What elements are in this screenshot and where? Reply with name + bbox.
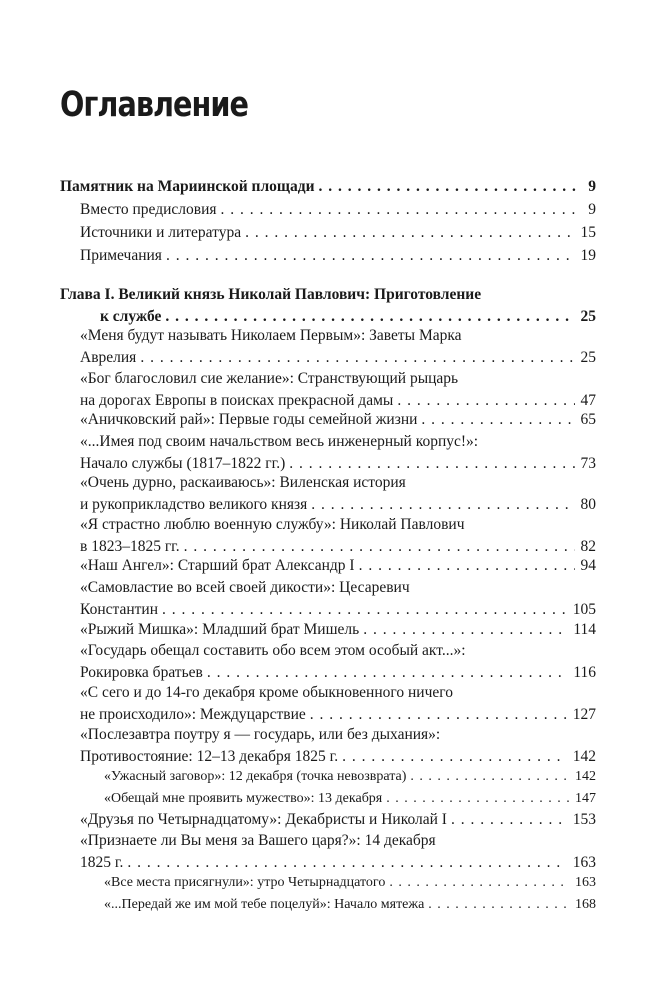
leader-dots: [386, 788, 569, 810]
toc-entry: [80, 222, 596, 244]
toc-page-number: 142: [572, 748, 596, 765]
toc-page-number: 114: [573, 621, 596, 638]
toc-entry-title: «Друзья по Четырнадцатому»: Декабристы и Николай I: [80, 811, 447, 828]
toc-page-number: 65: [580, 411, 596, 428]
toc-entry: [80, 472, 596, 516]
toc-entry: [80, 619, 596, 641]
toc-page-number: 25: [580, 308, 596, 325]
leader-dots: [359, 555, 575, 577]
toc-page-number: 105: [572, 601, 596, 618]
toc-entry-title-line: Начало службы (1817–1822 гг.): [80, 455, 286, 472]
toc-page-number: 9: [588, 201, 596, 218]
toc-page-number: 47: [580, 392, 596, 409]
toc-subsection-entry: [104, 766, 596, 788]
toc-entry-title-line: и рукоприкладство великого князя: [80, 496, 308, 513]
toc-entry-title-line: Аврелия: [80, 349, 137, 366]
leader-dots: [410, 766, 569, 788]
toc-page-number: 147: [575, 791, 596, 806]
toc-page-number: 168: [575, 897, 596, 912]
toc-entry: [80, 577, 596, 621]
leader-dots: [166, 245, 575, 267]
toc-entry-title-line: «Меня будут называть Николаем Первым»: Заветы Марка: [80, 327, 462, 344]
toc-page-number: 116: [573, 664, 596, 681]
toc-entry-title-line: «Государь обещал составить обо всем этом особый акт...»:: [80, 642, 466, 659]
toc-page-number: 163: [575, 875, 596, 890]
toc-subsection-entry: [104, 894, 596, 916]
leader-dots: [342, 746, 567, 768]
toc-entry-title-line: «Послезавтра поутру я — государь, или без дыхания»:: [80, 726, 441, 743]
leader-dots: [127, 852, 566, 874]
toc-entry: [80, 368, 596, 412]
toc-page-number: 9: [588, 178, 596, 195]
toc-entry: [80, 199, 596, 221]
toc-entry-title-line: не происходило»: Междуцарствие: [80, 706, 306, 723]
toc-entry-title-line: 1825 г.: [80, 854, 124, 871]
toc-entry-title-line: «С сего и до 14-го декабря кроме обыкновенного ничего: [80, 684, 453, 701]
toc-page-number: 19: [580, 247, 596, 264]
toc-subsection-entry: [104, 788, 596, 810]
toc-entry: [80, 809, 596, 831]
toc-entry-title-line: «Признаете ли Вы меня за Вашего царя?»: 14 декабря: [80, 832, 436, 849]
toc-entry: [80, 724, 596, 768]
leader-dots: [363, 619, 567, 641]
toc-entry: [80, 682, 596, 726]
leader-dots: [207, 662, 567, 684]
toc-entry-title-line: «Бог благословил сие желание»: Странствующий рыцарь: [80, 370, 459, 387]
leader-dots: [319, 176, 583, 198]
toc-entry-title: Источники и литература: [80, 224, 242, 241]
toc-entry-title-line: «Самовластие во всей своей дикости»: Цесаревич: [80, 579, 410, 596]
toc-entry-title-line: на дорогах Европы в поисках прекрасной дамы: [80, 392, 394, 409]
toc-entry-title: «Обещай мне проявить мужество»: 13 декабря: [104, 791, 383, 806]
toc-entry-title-line: Противостояние: 12–13 декабря 1825 г.: [80, 748, 339, 765]
toc-entry-title: «Наш Ангел»: Старший брат Александр I: [80, 557, 355, 574]
leader-dots: [245, 222, 574, 244]
toc-entry-title: «Ужасный заговор»: 12 декабря (точка невозврата): [104, 769, 407, 784]
toc-entry-title: «Рыжий Мишка»: Младший брат Мишель: [80, 621, 360, 638]
leader-dots: [221, 199, 583, 221]
toc-entry: [80, 830, 596, 874]
leader-dots: [421, 409, 574, 431]
toc-entry-title-line: Рокировка братьев: [80, 664, 203, 681]
toc-entry: [80, 514, 596, 558]
toc-page-number: 73: [580, 455, 596, 472]
toc-entry: [60, 176, 596, 198]
toc-entry-title-line: «...Имея под своим начальством весь инженерный корпус!»:: [80, 433, 479, 450]
toc-page-number: 127: [572, 706, 596, 723]
toc-entry-title: «Все места присягнули»: утро Четырнадцатого: [104, 875, 386, 890]
toc-page-number: 15: [580, 224, 596, 241]
toc-entry-title: Вместо предисловия: [80, 201, 217, 218]
toc-entry: [80, 640, 596, 684]
toc-entry: [80, 409, 596, 431]
toc-page-number: 82: [580, 538, 596, 555]
toc-entry: [80, 325, 596, 369]
leader-dots: [311, 494, 574, 516]
toc-entry-title: «Аничковский рай»: Первые годы семейной жизни: [80, 411, 418, 428]
leader-dots: [451, 809, 567, 831]
toc-page-number: 142: [575, 769, 596, 784]
leader-dots: [140, 347, 574, 369]
page-title: Оглавление: [60, 85, 248, 125]
toc-entry-title-line: Константин: [80, 601, 158, 618]
leader-dots: [310, 704, 567, 726]
toc-entry-title: Памятник на Мариинской площади: [60, 178, 315, 195]
toc-subsection-entry: [104, 872, 596, 894]
toc-entry: [80, 245, 596, 267]
toc-chapter-entry: [60, 284, 596, 328]
leader-dots: [162, 599, 567, 621]
toc-entry-title-line: Глава I. Великий князь Николай Павлович: Приготовление: [60, 286, 482, 303]
toc-entry-title-line: в 1823–1825 гг.: [80, 538, 180, 555]
toc-entry: [80, 555, 596, 577]
toc-entry-title-line: «Я страстно люблю военную службу»: Николай Павлович: [80, 516, 465, 533]
toc-page-number: 153: [572, 811, 596, 828]
leader-dots: [428, 894, 569, 916]
toc-entry-title-line: «Очень дурно, раскаиваюсь»: Виленская история: [80, 474, 406, 491]
toc-page-number: 25: [580, 349, 596, 366]
toc-entry-title: Примечания: [80, 247, 162, 264]
toc-page-number: 163: [572, 854, 596, 871]
toc-entry: [80, 431, 596, 475]
toc-page-number: 94: [580, 557, 596, 574]
toc-entry-title: «...Передай же им мой тебе поцелуй»: Начало мятежа: [104, 897, 425, 912]
toc-page-number: 80: [580, 496, 596, 513]
leader-dots: [389, 872, 569, 894]
toc-entry-title-line: к службе: [100, 308, 162, 325]
